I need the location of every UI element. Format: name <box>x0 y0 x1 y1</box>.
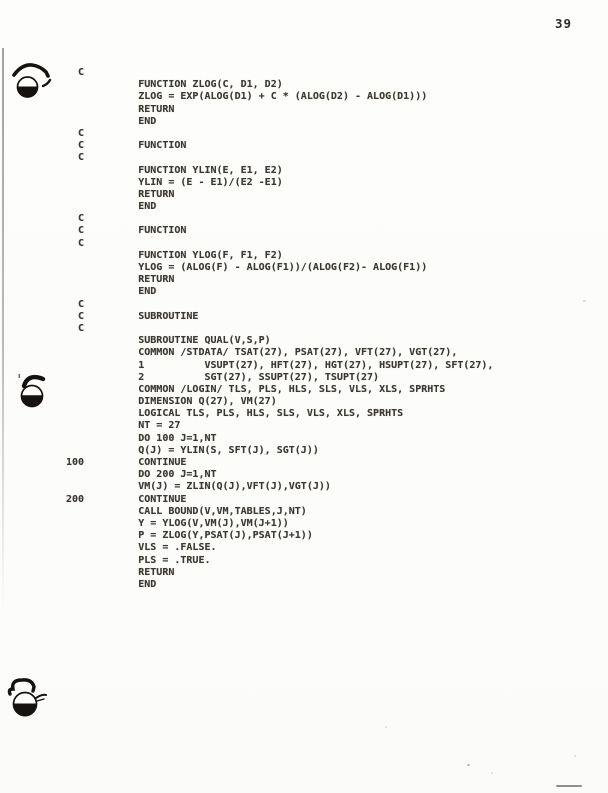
code-line: P = ZLOG(Y,PSAT(J),PSAT(J+1)) <box>66 530 313 542</box>
code-line: C FUNCTION <box>66 140 187 152</box>
code-line: COMMON /STDATA/ TSAT(27), PSAT(27), VFT(27), VGT(27), <box>66 347 458 359</box>
code-line: FUNCTION ZLOG(C, D1, D2) <box>66 79 283 91</box>
code-line: 100 CONTINUE <box>66 457 187 468</box>
code-line: CALL BOUND(V,VM,TABLES,J,NT) <box>66 505 307 517</box>
code-line: END <box>66 201 157 213</box>
code-line: C <box>66 322 85 334</box>
code-line: NT = 27 <box>66 420 181 432</box>
code-line: END <box>66 115 157 127</box>
code-line: RETURN <box>66 103 175 115</box>
code-line: YLOG = (ALOG(F) - ALOG(F1))/(ALOG(F2)- ALOG(F1)) <box>66 262 428 273</box>
ink-mark-middle <box>18 370 50 412</box>
code-line: RETURN <box>66 566 175 578</box>
code-line: VM(J) = ZLIN(Q(J),VFT(J),VGT(J)) <box>66 481 331 493</box>
code-line: LOGICAL TLS, PLS, HLS, SLS, VLS, XLS, SPRHTS <box>66 408 404 420</box>
code-line: C <box>66 237 85 249</box>
scan-speck <box>264 453 266 455</box>
code-line: END <box>66 286 157 298</box>
scan-scuff-mark <box>556 785 582 787</box>
page-number: 39 <box>555 16 573 31</box>
code-line: C <box>66 67 85 78</box>
scan-speck <box>583 300 586 302</box>
scan-speck <box>574 755 576 757</box>
scan-edge-line <box>2 48 4 608</box>
code-line: DO 100 J=1,NT <box>66 432 217 444</box>
scan-speck <box>467 764 470 766</box>
code-line: END <box>66 578 157 590</box>
code-line: VLS = .FALSE. <box>66 542 217 554</box>
scan-speck <box>385 726 387 728</box>
code-line: RETURN <box>66 274 175 286</box>
code-line: PLS = .TRUE. <box>66 554 211 566</box>
code-line: C <box>66 152 85 164</box>
code-line: 1 VSUPT(27), HFT(27), HGT(27), HSUPT(27), SFT(27), <box>66 359 494 371</box>
scan-speck <box>491 772 493 774</box>
code-line: COMMON /LOGIN/ TLS, PLS, HLS, SLS, VLS, XLS, SPRHTS <box>66 383 446 395</box>
code-line: YLIN = (E - E1)/(E2 -E1) <box>66 176 283 188</box>
code-line: C <box>66 127 85 139</box>
code-line: C SUBROUTINE <box>66 310 199 322</box>
code-line: 200 CONTINUE <box>66 493 187 505</box>
code-line: C <box>66 213 85 225</box>
code-line: Y = YLOG(V,VM(J),VM(J+1)) <box>66 517 289 529</box>
code-line: 2 SGT(27), SSUPT(27), TSUPT(27) <box>66 371 380 383</box>
code-line: Q(J) = YLIN(S, SFT(J), SGT(J)) <box>66 444 319 456</box>
code-line: DIMENSION Q(27), VM(27) <box>66 396 277 408</box>
code-line: ZLOG = EXP(ALOG(D1) + C * (ALOG(D2) - ALOG(D1))) <box>66 91 428 103</box>
code-line: SUBROUTINE QUAL(V,S,P) <box>66 335 271 347</box>
code-line: DO 200 J=1,NT <box>66 469 217 481</box>
code-line: RETURN <box>66 188 175 200</box>
code-line: C FUNCTION <box>66 225 187 237</box>
ink-mark-bottom <box>5 676 53 722</box>
code-line: FUNCTION YLIN(E, E1, E2) <box>66 164 283 176</box>
ink-mark-top <box>10 60 58 102</box>
scan-speck <box>151 236 153 238</box>
code-line: C <box>66 298 85 310</box>
code-listing <box>66 67 493 591</box>
code-line: FUNCTION YLOG(F, F1, F2) <box>66 249 283 261</box>
